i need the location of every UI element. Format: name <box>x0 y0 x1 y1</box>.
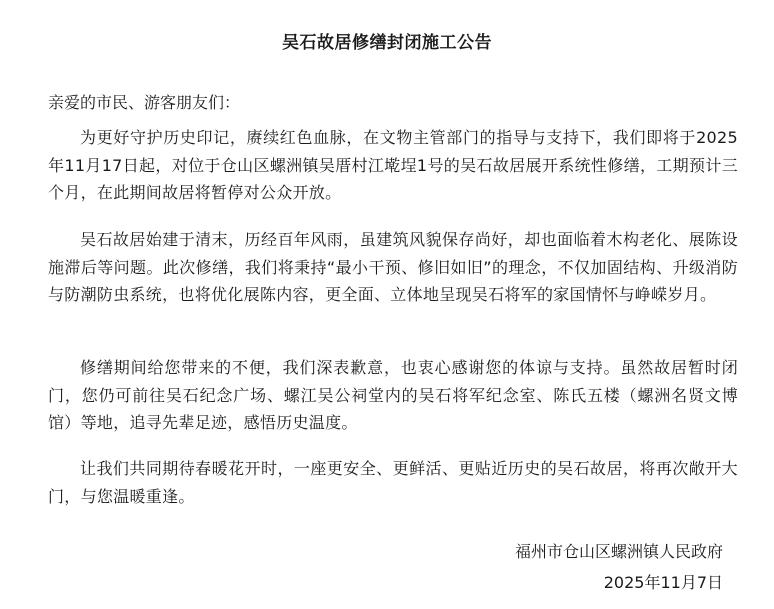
document-title: 吴石故居修缮封闭施工公告 <box>282 33 492 53</box>
paragraph-4: 让我们共同期待春暖花开时，一座更安全、更鲜活、更贴近历史的吴石故居，将再次敞开大门，与您温暖重逢。 <box>48 459 738 506</box>
signature-date: 2025年11月7日 <box>603 573 723 592</box>
paragraph-1: 为更好守护历史印记，赓续红色血脉，在文物主管部门的指导与支持下，我们即将于2025年11月17日起，对位于仓山区螺洲镇吴厝村江墘埕1号的吴石故居展开系统性修缮，工期预计三个月，在此期间故居将暂停对公众开放。 <box>48 128 738 202</box>
paragraph-3: 修缮期间给您带来的不便，我们深表歉意，也衷心感谢您的体谅与支持。虽然故居暂时闭门，您仍可前往吴石纪念广场、螺江吴公祠堂内的吴石将军纪念室、陈氏五楼（螺洲名贤文博馆）等地，追寻先辈足迹，感悟历史温度。 <box>48 358 738 432</box>
signature-organization: 福州市仓山区螺洲镇人民政府 <box>514 542 723 561</box>
paragraph-2: 吴石故居始建于清末，历经百年风雨，虽建筑风貌保存尚好，却也面临着木构老化、展陈设施滞后等问题。此次修缮，我们将秉持“最小干预、修旧如旧”的理念，不仅加固结构、升级消防与防潮防虫系统，也将优化展陈内容，更全面、立体地呈现吴石将军的家国情怀与峥嵘岁月。 <box>48 230 738 304</box>
greeting-line: 亲爱的市民、游客朋友们： <box>48 93 241 112</box>
